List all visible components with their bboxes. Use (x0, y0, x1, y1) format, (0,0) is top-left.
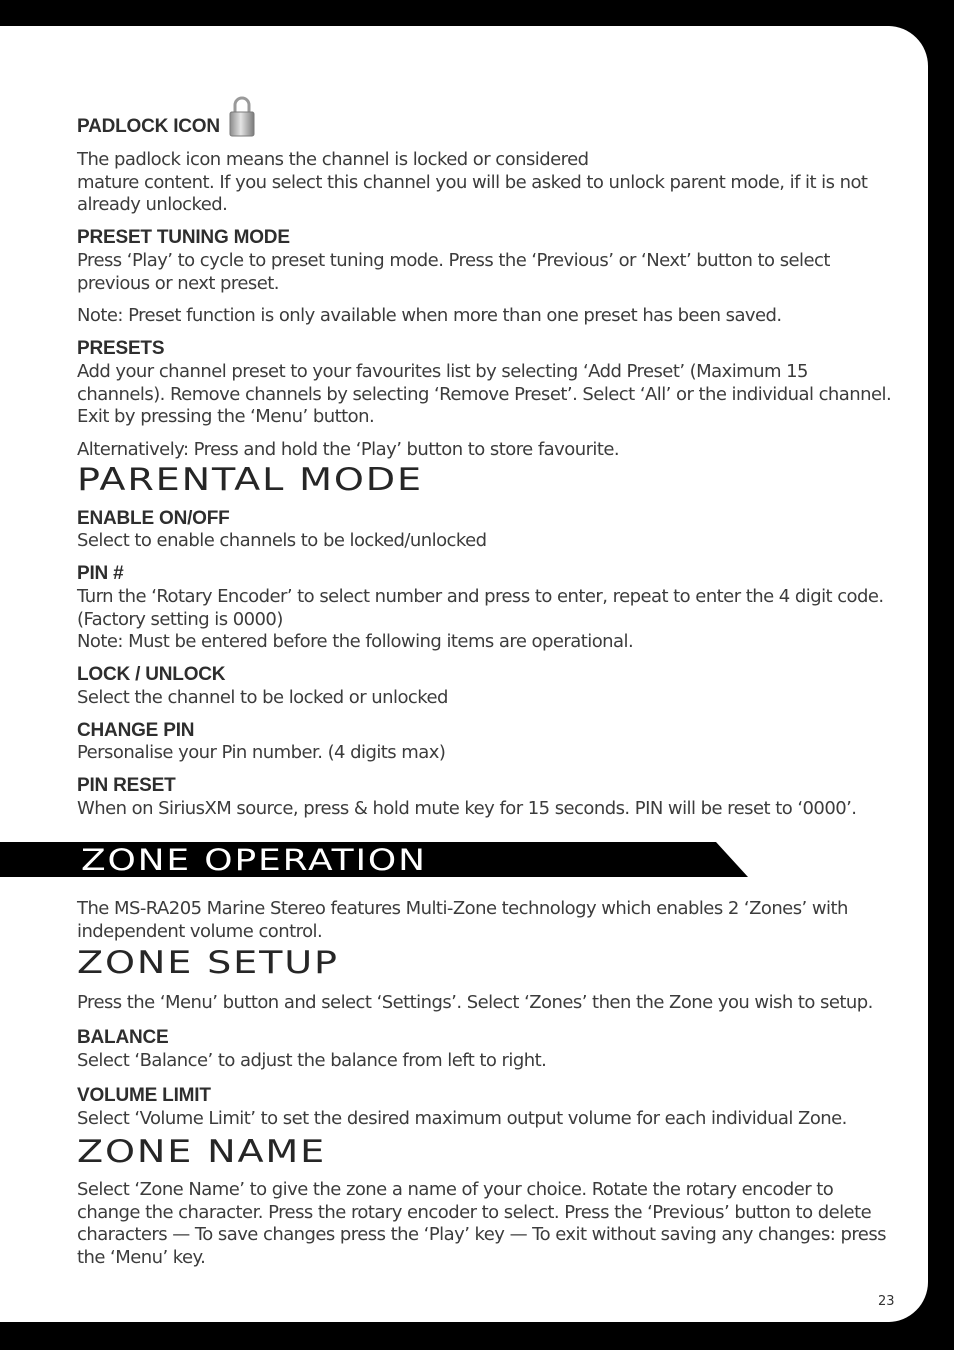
balance-heading: BALANCE (77, 1027, 169, 1048)
preset-tuning-heading: PRESET TUNING MODE (77, 227, 290, 248)
lock-unlock-text: Select the channel to be locked or unlocked (77, 687, 448, 708)
change-pin-text: Personalise your Pin number. (4 digits max) (77, 742, 446, 763)
manual-page (0, 26, 928, 1322)
enable-heading: ENABLE ON/OFF (77, 508, 230, 529)
zone-operation-text: The MS-RA205 Marine Stereo features Multi-Zone technology which enables 2 ‘Zones’ with independent volume control. (77, 898, 848, 942)
presets-alternative: Alternatively: Press and hold the ‘Play’ button to store favourite. (77, 439, 620, 460)
presets-text: Add your channel preset to your favourites list by selecting ‘Add Preset’ (Maximum 15 channels). Remove channels by selecting ‘Remove Preset’. Select ‘All’ or the individual channel. Exit by pressing the ‘Menu’ button. (77, 361, 892, 428)
pin-note: Note: Must be entered before the following items are operational. (77, 631, 634, 652)
zone-setup-text: Press the ‘Menu’ button and select ‘Settings’. Select ‘Zones’ then the Zone you wish to setup. (77, 992, 873, 1013)
volume-limit-text: Select ‘Volume Limit’ to set the desired maximum output volume for each individual Zone. (77, 1108, 847, 1129)
volume-limit-heading: VOLUME LIMIT (77, 1085, 211, 1106)
zone-setup-title: ZONE SETUP (77, 945, 339, 981)
zone-name-title: ZONE NAME (77, 1134, 327, 1170)
page-number: 23 (878, 1294, 895, 1309)
padlock-description-line2: mature content. If you select this channel you will be asked to unlock parent mode, if it is not already unlocked. (77, 171, 868, 216)
change-pin-heading: CHANGE PIN (77, 720, 195, 741)
padlock-icon (228, 94, 256, 138)
balance-text: Select ‘Balance’ to adjust the balance from left to right. (77, 1050, 547, 1071)
pin-reset-text: When on SiriusXM source, press & hold mute key for 15 seconds. PIN will be reset to ‘0000’. (77, 798, 857, 819)
pin-text: Turn the ‘Rotary Encoder’ to select number and press to enter, repeat to enter the 4 digit code. (Factory setting is 0000) (77, 586, 884, 630)
lock-unlock-heading: LOCK / UNLOCK (77, 664, 226, 685)
enable-text: Select to enable channels to be locked/unlocked (77, 530, 487, 551)
padlock-description (77, 149, 897, 217)
parental-mode-title: PARENTAL MODE (77, 462, 423, 498)
zone-name-text: Select ‘Zone Name’ to give the zone a name of your choice. Rotate the rotary encoder to change the character. Press the rotary encoder to select. Press the ‘Previous’ button to delete characters — To save changes press the ‘Play’ key — To exit without saving any changes: press the ‘Menu’ key. (77, 1179, 886, 1269)
pin-reset-heading: PIN RESET (77, 775, 176, 796)
zone-operation-title: ZONE OPERATION (81, 843, 427, 877)
padlock-heading: PADLOCK ICON (77, 116, 220, 137)
padlock-description-line1: The padlock icon means the channel is locked or considered (77, 149, 589, 170)
presets-heading: PRESETS (77, 338, 165, 359)
preset-tuning-note: Note: Preset function is only available when more than one preset has been saved. (77, 305, 782, 326)
pin-heading: PIN # (77, 563, 124, 584)
preset-tuning-text: Press ‘Play’ to cycle to preset tuning mode. Press the ‘Previous’ or ‘Next’ button to select previous or next preset. (77, 250, 830, 294)
